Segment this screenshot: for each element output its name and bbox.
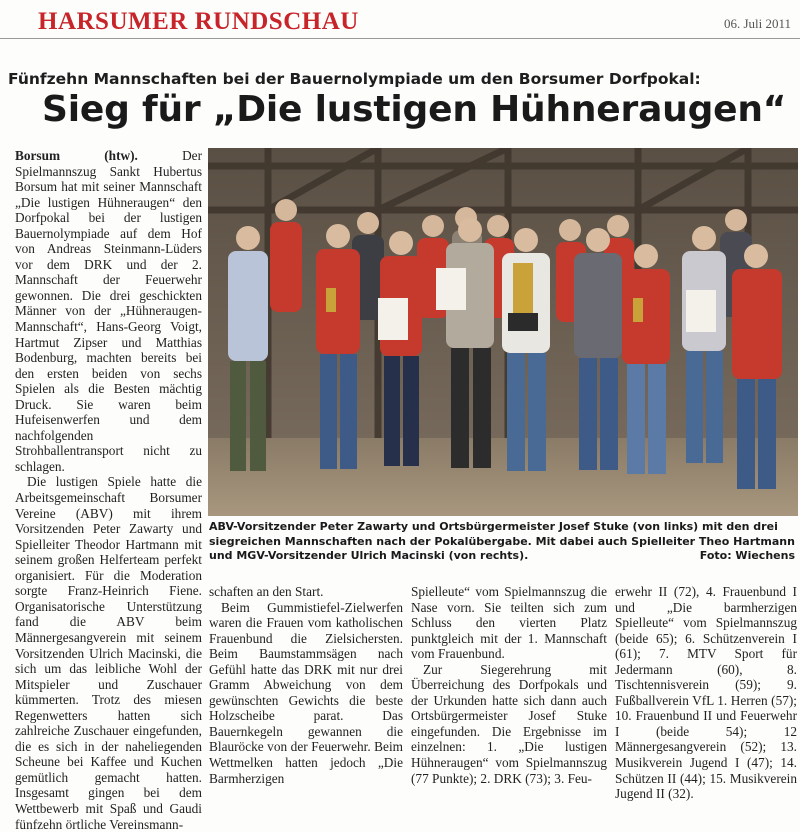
paragraph: Spielleute“ vom Spielmannszug die Nase vorn. Sie teilten sich zum Schluss den vierten Platz punktgleich mit der 1. Mannschaft vom Frauenbund.: [411, 584, 607, 662]
paragraph: schaften an den Start.: [209, 584, 324, 599]
issue-date: 06. Juli 2011: [723, 16, 791, 31]
dateline: Borsum (htw).: [15, 148, 138, 163]
text-column-4: [615, 584, 797, 802]
paragraph: [15, 148, 202, 474]
newspaper-name: HARSUMER RUNDSCHAU: [38, 8, 359, 35]
caption-text: ABV-Vorsitzender Peter Zawarty und Ortsbürgermeister Josef Stuke (von links) mit den drei siegreichen Mannschaften nach der Pokalübergabe. Mit dabei auch Spielleiter Theo Hartmann und MGV-Vorsitzender Ulrich Macinski (von rechts).: [209, 520, 795, 562]
paragraph: Beim Gummistiefel-Zielwerfen waren die Frauen vom katholischen Frauenbund die Zielsichersten. Beim Baumstammsägen nach Gefühl hatte das DRK mit nur drei Gramm Abweichung von dem gewünschten Gewichts die beste Holzscheibe parat. Das Bauernkegeln gewannen die Blauröcke von der Feuerwehr. Beim Wettmelken hatten jedoch „Die Barmherzigen: [209, 599, 403, 786]
paragraph: Zur Siegerehrung mit Überreichung des Dorfpokals und der Urkunden hatte sich dann auch Ortsbürgermeister Josef Stuke eingefunden. Die Ergebnisse im einzelnen: 1. „Die lustigen Hühneraugen“ vom Spielmannszug (77 Punkte); 2. DRK (73); 3. Feu-: [411, 661, 607, 786]
text-column-2: [209, 584, 403, 786]
masthead-rule: [0, 38, 800, 39]
text-column-3: [411, 584, 607, 786]
paragraph-text: Der Spielmannszug Sankt Hubertus Borsum hat mit seiner Mannschaft „Die lustigen Hühneraugen“ den Dorfpokal bei der lustigen Bauernolympiade auf dem Hof von Andreas Steinmann-Lüders vor dem DRK und der 2. Mannschaft der Feuerwehr gewonnen. Die drei geschickten Männer von der „Hühneraugen-Mannschaft“, Hans-Georg Voigt, Hartmut Zipser und Matthias Bodenburg, machten bereits bei den ersten beiden von sechs Spielen als die Besten mächtig Druck. Sie waren beim Hufeisenwerfen und dem nachfolgenden Strohballentransport nicht zu schlagen.: [15, 148, 203, 474]
masthead: [0, 0, 800, 40]
paragraph: Die lustigen Spiele hatte die Arbeitsgemeinschaft Borsumer Vereine (ABV) mit ihrem Vorsitzenden Peter Zawarty und Spielleiter Theodor Hartmann mit seinem großen Helferteam perfekt organisiert. Für die Moderation sorgte Franz-Heinrich Fiene. Organisatorische Unterstützung fand die ABV beim Männergesangverein mit seinem Vorsitzenden Ulrich Macinski, die sich um das leibliche Wohl der Mitspieler und Zuschauer kümmerten. Trotz des miesen Regenwetters hatten sich zahlreiche Zuschauer eingefunden, die es sich in der naheliegenden Scheune bei Kaffee und Kuchen gemütlich gemacht hatten. Insgesamt gingen bei dem Wettbewerb mit Spaß und Gaudi fünfzehn örtliche Vereinsmann-: [15, 474, 202, 832]
text-column-1: [15, 148, 202, 832]
group-photo: [208, 148, 798, 516]
photo-caption: [209, 520, 799, 564]
article-kicker: Fünfzehn Mannschaften bei der Bauernolympiade um den Borsumer Dorfpokal:: [8, 70, 701, 88]
paragraph: erwehr II (72), 4. Frauenbund I und „Die barmherzigen Spielleute“ vom Spielmannszug (beide 65); 6. Schützenverein I (61); 7. MTV Sport für Jedermann (60), 8. Tischtennisverein (59); 9. Fußballverein VfL 1. Herren (57); 10. Frauenbund II und Feuerwehr I (beide 54); 12 Männergesangverein (52); 13. Musikverein Jugend I (47); 14. Schützen II (44); 15. Musikverein Jugend II (32).: [615, 584, 797, 802]
article-headline: Sieg für „Die lustigen Hühneraugen“: [42, 89, 787, 130]
photo-credit: Foto: Wiechens: [699, 549, 795, 562]
